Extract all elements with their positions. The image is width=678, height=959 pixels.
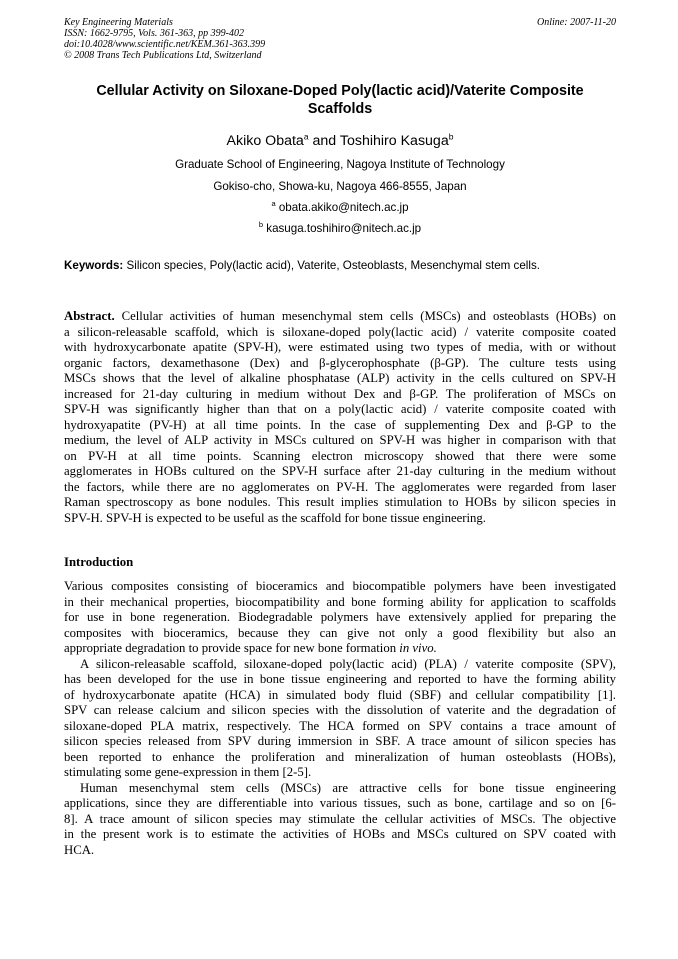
abstract-line: with hydroxycarbonate apatite (SPV-H), were estimated using two types of media, with or without (64, 340, 616, 354)
paragraph-line: in their mechanical properties, biocompatibility and bone forming ability for application to scaffolds (64, 594, 616, 609)
journal-copyright: © 2008 Trans Tech Publications Ltd, Switzerland (64, 50, 262, 61)
abstract-label: Abstract. (64, 309, 115, 323)
keywords-label: Keywords: (64, 259, 124, 272)
email-b-address: kasuga.toshihiro@nitech.ac.jp (266, 222, 422, 235)
paragraph-line: composites with bioceramics, because they can give not only a good flexibility but also an (64, 625, 616, 640)
paragraph-line: 8]. A trace amount of silicon species may stimulate the cellular activities of MSCs. The objective (64, 811, 616, 826)
paper-title (64, 82, 616, 118)
paragraph-line: HCA. (64, 842, 95, 857)
abstract-line: SPV-H. SPV-H is expected to be useful as the scaffold for bone tissue engineering. (64, 510, 486, 525)
abstract-line: increased for 21-day culturing in medium without Dex and β-GP. The proliferation of MSCs on (64, 386, 616, 401)
abstract-line: Raman spectroscopy as bone nodules. This result implies stimulation to HOBs by silicon species in (64, 495, 616, 509)
italic-term: in vivo. (399, 641, 437, 655)
keywords-text: Silicon species, Poly(lactic acid), Vaterite, Osteoblasts, Mesenchymal stem cells. (126, 259, 540, 272)
author-name-2: Toshihiro Kasuga (339, 133, 449, 149)
paragraph-line: applications, since they are differentiable into various tissues, such as bone, cartilage and so on [6- (64, 796, 616, 810)
author-conjunction: and (308, 133, 340, 149)
paragraph-line: SPV can release calcium and silicon species with the dissolution of vaterite and the degradation of (64, 703, 616, 717)
affiliation-line-1: Graduate School of Engineering, Nagoya Institute of Technology (175, 158, 505, 171)
paper-title-line-2: Scaffolds (307, 101, 373, 117)
email-a-address: obata.akiko@nitech.ac.jp (278, 201, 409, 214)
paragraph-line: stimulating some gene-expression in them [2-5]. (64, 765, 312, 779)
online-date: Online: 2007-11-20 (537, 17, 616, 28)
paragraph-line: has been developed for the use in bone tissue engineering and reported to have the forming ability (64, 672, 616, 686)
abstract-line: hydroxyapatite (PV-H) at all time points. In the case of supplementing Dex and β-GP to the (64, 417, 616, 432)
email-a-superscript: a (271, 199, 276, 209)
abstract-line: MSCs shows that the level of alkaline phosphatase (ALP) activity in the cells cultured on SPV-H (64, 371, 616, 385)
email-b-superscript: b (258, 220, 264, 230)
author-1-superscript: a (303, 131, 309, 142)
introduction-paragraph-2 (64, 657, 616, 781)
abstract-line: Abstract. Cellular activities of human mesenchymal stem cells (MSCs) and osteoblasts (HOBs) on (64, 309, 616, 323)
abstract-line: agglomerates in HOBs cultured on the SPV-H surface after 21-day culturing in the medium without (64, 464, 616, 478)
abstract-line: medium, the level of ALP activity in MSCs cultured on SPV-H was higher in comparison with that (64, 433, 616, 447)
author-list (64, 132, 616, 150)
paragraph-line: silicon species released from SPV during immersion in SBF. A trace amount of silicon species has (64, 734, 616, 748)
abstract-line: on PV-H at all time points. Scanning electron microscopy showed that there were some (64, 448, 616, 463)
journal-doi: doi:10.4028/www.scientific.net/KEM.361-363.399 (64, 39, 266, 50)
email-b (64, 222, 616, 236)
paragraph-line: siloxane-doped PLA matrix, respectively. The HCA formed on SPV contains a trace amount of (64, 718, 616, 733)
abstract (64, 309, 616, 526)
paragraph-line: appropriate degradation to provide space for new bone formation in vivo. (64, 641, 437, 655)
introduction-paragraph-1 (64, 579, 616, 657)
journal-header (64, 17, 616, 61)
paragraph-line: in the present work is to estimate the activities of HOBs and MSCs cultured on SPV coated with (64, 827, 616, 841)
section-heading-introduction: Introduction (64, 555, 134, 569)
journal-issn: ISSN: 1662-9795, Vols. 361-363, pp 399-402 (64, 28, 244, 39)
paragraph-line: Human mesenchymal stem cells (MSCs) are attractive cells for bone tissue engineering (80, 780, 616, 795)
abstract-line: organic factors, dexamethasone (Dex) and β-glycerophosphate (β-GP). The culture tests using (64, 355, 616, 370)
email-a (64, 201, 616, 215)
author-name-1: Akiko Obata (226, 133, 304, 149)
paragraph-line: of hydroxycarbonate apatite (HCA) in simulated body fluid (SBF) and cellular compatibility [1]. (64, 687, 616, 702)
paragraph-line: Various composites consisting of bioceramics and biocompatible polymers have been investigated (64, 579, 616, 593)
journal-name: Key Engineering Materials (64, 17, 173, 28)
introduction-paragraph-3 (64, 781, 616, 859)
abstract-line: SPV-H was significantly higher than that on a poly(lactic acid) / vaterite composite coated with (64, 402, 616, 416)
affiliation-line-2: Gokiso-cho, Showa-ku, Nagoya 466-8555, Japan (213, 180, 467, 193)
paragraph-line: been reported to enhance the proliferation and mineralization of human osteoblasts (HOBs), (64, 749, 616, 764)
author-2-superscript: b (448, 131, 454, 142)
paragraph-line: A silicon-releasable scaffold, siloxane-doped poly(lactic acid) (PLA) / vaterite composite (SPV), (80, 656, 616, 671)
keywords (64, 259, 624, 273)
abstract-line: the factors, while there are no agglomerates on PV-H. The agglomerates were regarded from laser (64, 479, 616, 494)
abstract-line: a silicon-releasable scaffold, which is siloxane-doped poly(lactic acid) / vaterite composite coated (64, 324, 616, 339)
paper-title-line-1: Cellular Activity on Siloxane-Doped Poly(lactic acid)/Vaterite Composite (96, 83, 584, 99)
paragraph-line: for use in bone regeneration. Biodegradable polymers have extensively applied for preparing the (64, 610, 616, 624)
